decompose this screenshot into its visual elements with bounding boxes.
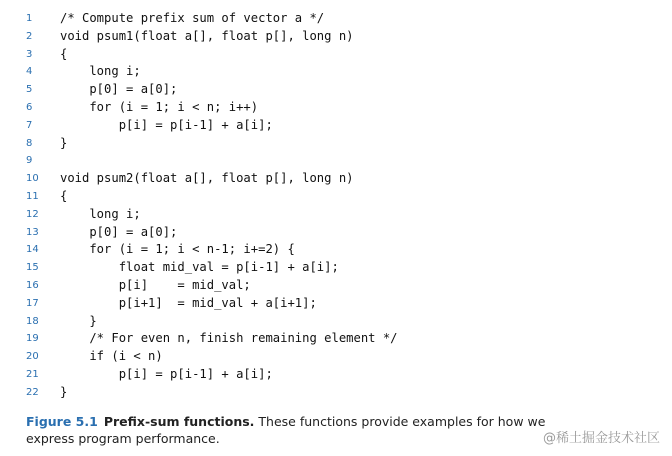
code-text: p[i] = p[i-1] + a[i]; (60, 366, 273, 381)
code-text: if (i < n) (60, 349, 163, 364)
code-line (0, 366, 672, 384)
code-line (0, 28, 672, 46)
code-text: long i; (60, 206, 141, 221)
figure-label: Figure 5.1 (26, 414, 98, 429)
code-text: for (i = 1; i < n; i++) (60, 99, 259, 114)
code-line (0, 224, 672, 242)
line-number: 5 (26, 84, 33, 96)
code-text: void psum2(float a[], float p[], long n) (60, 171, 354, 186)
code-line (0, 295, 672, 313)
code-text: float mid_val = p[i-1] + a[i]; (60, 260, 339, 275)
code-text: void psum1(float a[], float p[], long n) (60, 28, 354, 43)
line-number: 17 (26, 297, 39, 309)
code-line (0, 152, 672, 170)
watermark: @稀土掘金技术社区 (542, 431, 660, 446)
line-number: 14 (26, 244, 39, 256)
code-text: p[i] = p[i-1] + a[i]; (60, 117, 273, 132)
line-number: 18 (26, 315, 39, 327)
line-number: 10 (26, 173, 39, 185)
code-line (0, 313, 672, 331)
code-text: /* For even n, finish remaining element */ (60, 331, 398, 346)
code-line (0, 384, 672, 402)
line-number: 22 (26, 386, 39, 398)
code-line (0, 259, 672, 277)
line-number: 15 (26, 262, 39, 274)
line-number: 3 (26, 48, 33, 60)
code-text: long i; (60, 64, 141, 79)
code-text: /* Compute prefix sum of vector a */ (60, 11, 325, 25)
figure-title: Prefix-sum functions. (103, 414, 255, 429)
line-number: 9 (26, 155, 33, 167)
code-line (0, 135, 672, 153)
code-text: p[i+1] = mid_val + a[i+1]; (60, 295, 317, 310)
code-text: for (i = 1; i < n-1; i+=2) { (60, 242, 295, 257)
code-line (0, 206, 672, 224)
code-line (0, 241, 672, 259)
line-number: 2 (26, 30, 33, 42)
line-number: 11 (26, 190, 39, 202)
code-line (0, 81, 672, 99)
code-listing (0, 10, 672, 402)
line-number: 4 (26, 66, 33, 78)
figure-caption (26, 413, 546, 447)
figure-caption-text: These functions provide examples for how we express program performance. (26, 414, 546, 446)
code-text: { (60, 188, 68, 203)
code-line (0, 277, 672, 295)
code-line (0, 117, 672, 135)
line-number: 12 (26, 208, 39, 220)
code-line (0, 188, 672, 206)
line-number: 13 (26, 226, 39, 238)
line-number: 8 (26, 137, 33, 149)
line-number: 20 (26, 351, 39, 363)
code-text: } (60, 313, 97, 328)
code-line (0, 46, 672, 64)
code-line (0, 330, 672, 348)
code-text: p[0] = a[0]; (60, 82, 178, 97)
code-text: } (60, 135, 68, 150)
code-line (0, 63, 672, 81)
code-text: p[0] = a[0]; (60, 224, 178, 239)
line-number: 1 (26, 13, 33, 24)
code-text: { (60, 46, 68, 61)
code-text: } (60, 384, 68, 399)
line-number: 21 (26, 368, 39, 380)
code-line (0, 99, 672, 117)
code-line (0, 348, 672, 366)
code-text: p[i] = mid_val; (60, 277, 251, 292)
line-number: 7 (26, 119, 33, 131)
line-number: 16 (26, 279, 39, 291)
line-number: 19 (26, 333, 39, 345)
line-number: 6 (26, 101, 33, 113)
code-line (0, 10, 672, 28)
code-line (0, 170, 672, 188)
